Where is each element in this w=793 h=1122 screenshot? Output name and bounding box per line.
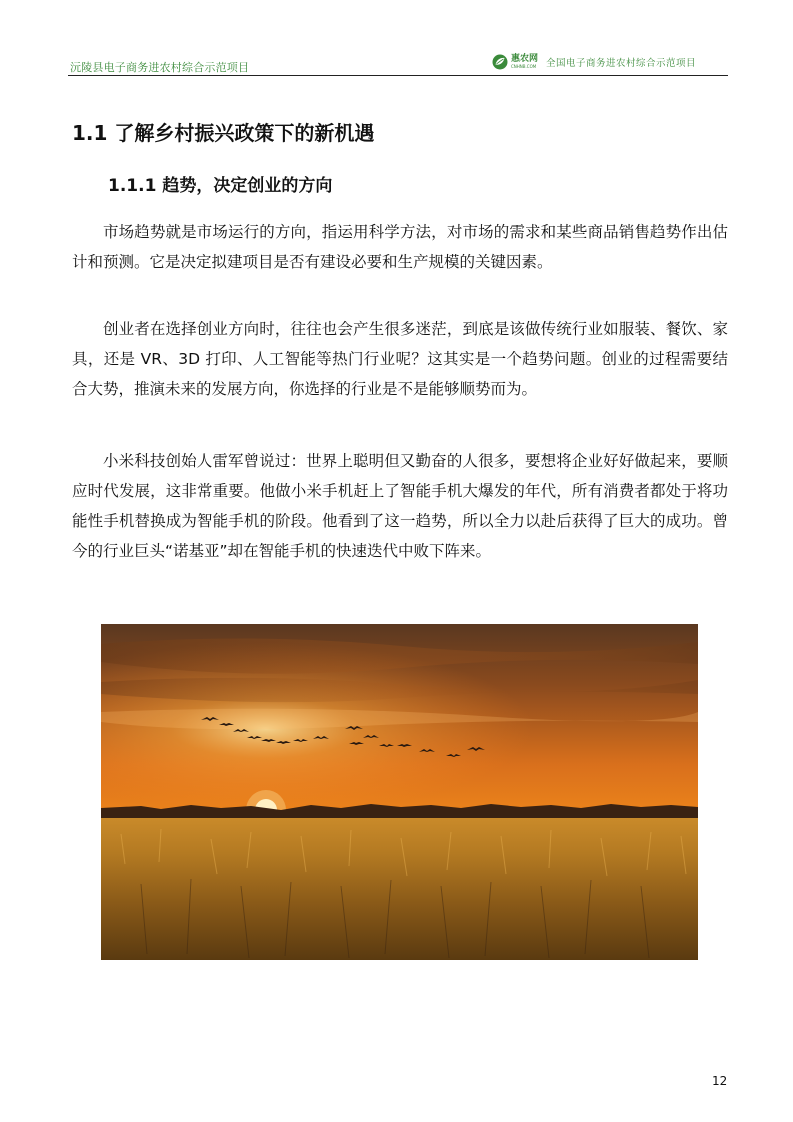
header-right-title: 全国电子商务进农村综合示范项目 [546, 58, 697, 69]
header-divider [68, 75, 728, 76]
section-heading: 1.1 了解乡村振兴政策下的新机遇 [72, 121, 375, 145]
subsection-heading: 1.1.1 趋势，决定创业的方向 [108, 176, 333, 196]
paragraph-2: 创业者在选择创业方向时，往往也会产生很多迷茫，到底是该做传统行业如服装、餐饮、家具，还是 VR、3D 打印、人工智能等热门行业呢？这其实是一个趋势问题。创业的过程需要结合大势，推演未来的发展方向，你选择的行业是不是能够顺势而为。 [72, 320, 728, 398]
logo-text [511, 55, 538, 69]
sunset-wheat-field-photo [101, 624, 698, 960]
paragraph-1: 市场趋势就是市场运行的方向，指运用科学方法，对市场的需求和某些商品销售趋势作出估计和预测。它是决定拟建项目是否有建设必要和生产规模的关键因素。 [72, 223, 728, 271]
page-number: 12 [712, 1074, 728, 1088]
paragraph-3: 小米科技创始人雷军曾说过：世界上聪明但又勤奋的人很多，要想将企业好好做起来，要顺应时代发展，这非常重要。他做小米手机赶上了智能手机大爆发的年代，所有消费者都处于将功能性手机替换成为智能手机的阶段。他看到了这一趋势，所以全力以赴后获得了巨大的成功。曾今的行业巨头“诺基亚”却在智能手机的快速迭代中败下阵来。 [72, 452, 728, 560]
logo-cn-text: 惠农网 [511, 54, 539, 64]
header-right [492, 52, 696, 72]
logo-en-text: CNHNB.COM [511, 64, 537, 69]
leaf-logo-icon [492, 54, 508, 70]
header-left-title: 沅陵县电子商务进农村综合示范项目 [70, 61, 250, 74]
